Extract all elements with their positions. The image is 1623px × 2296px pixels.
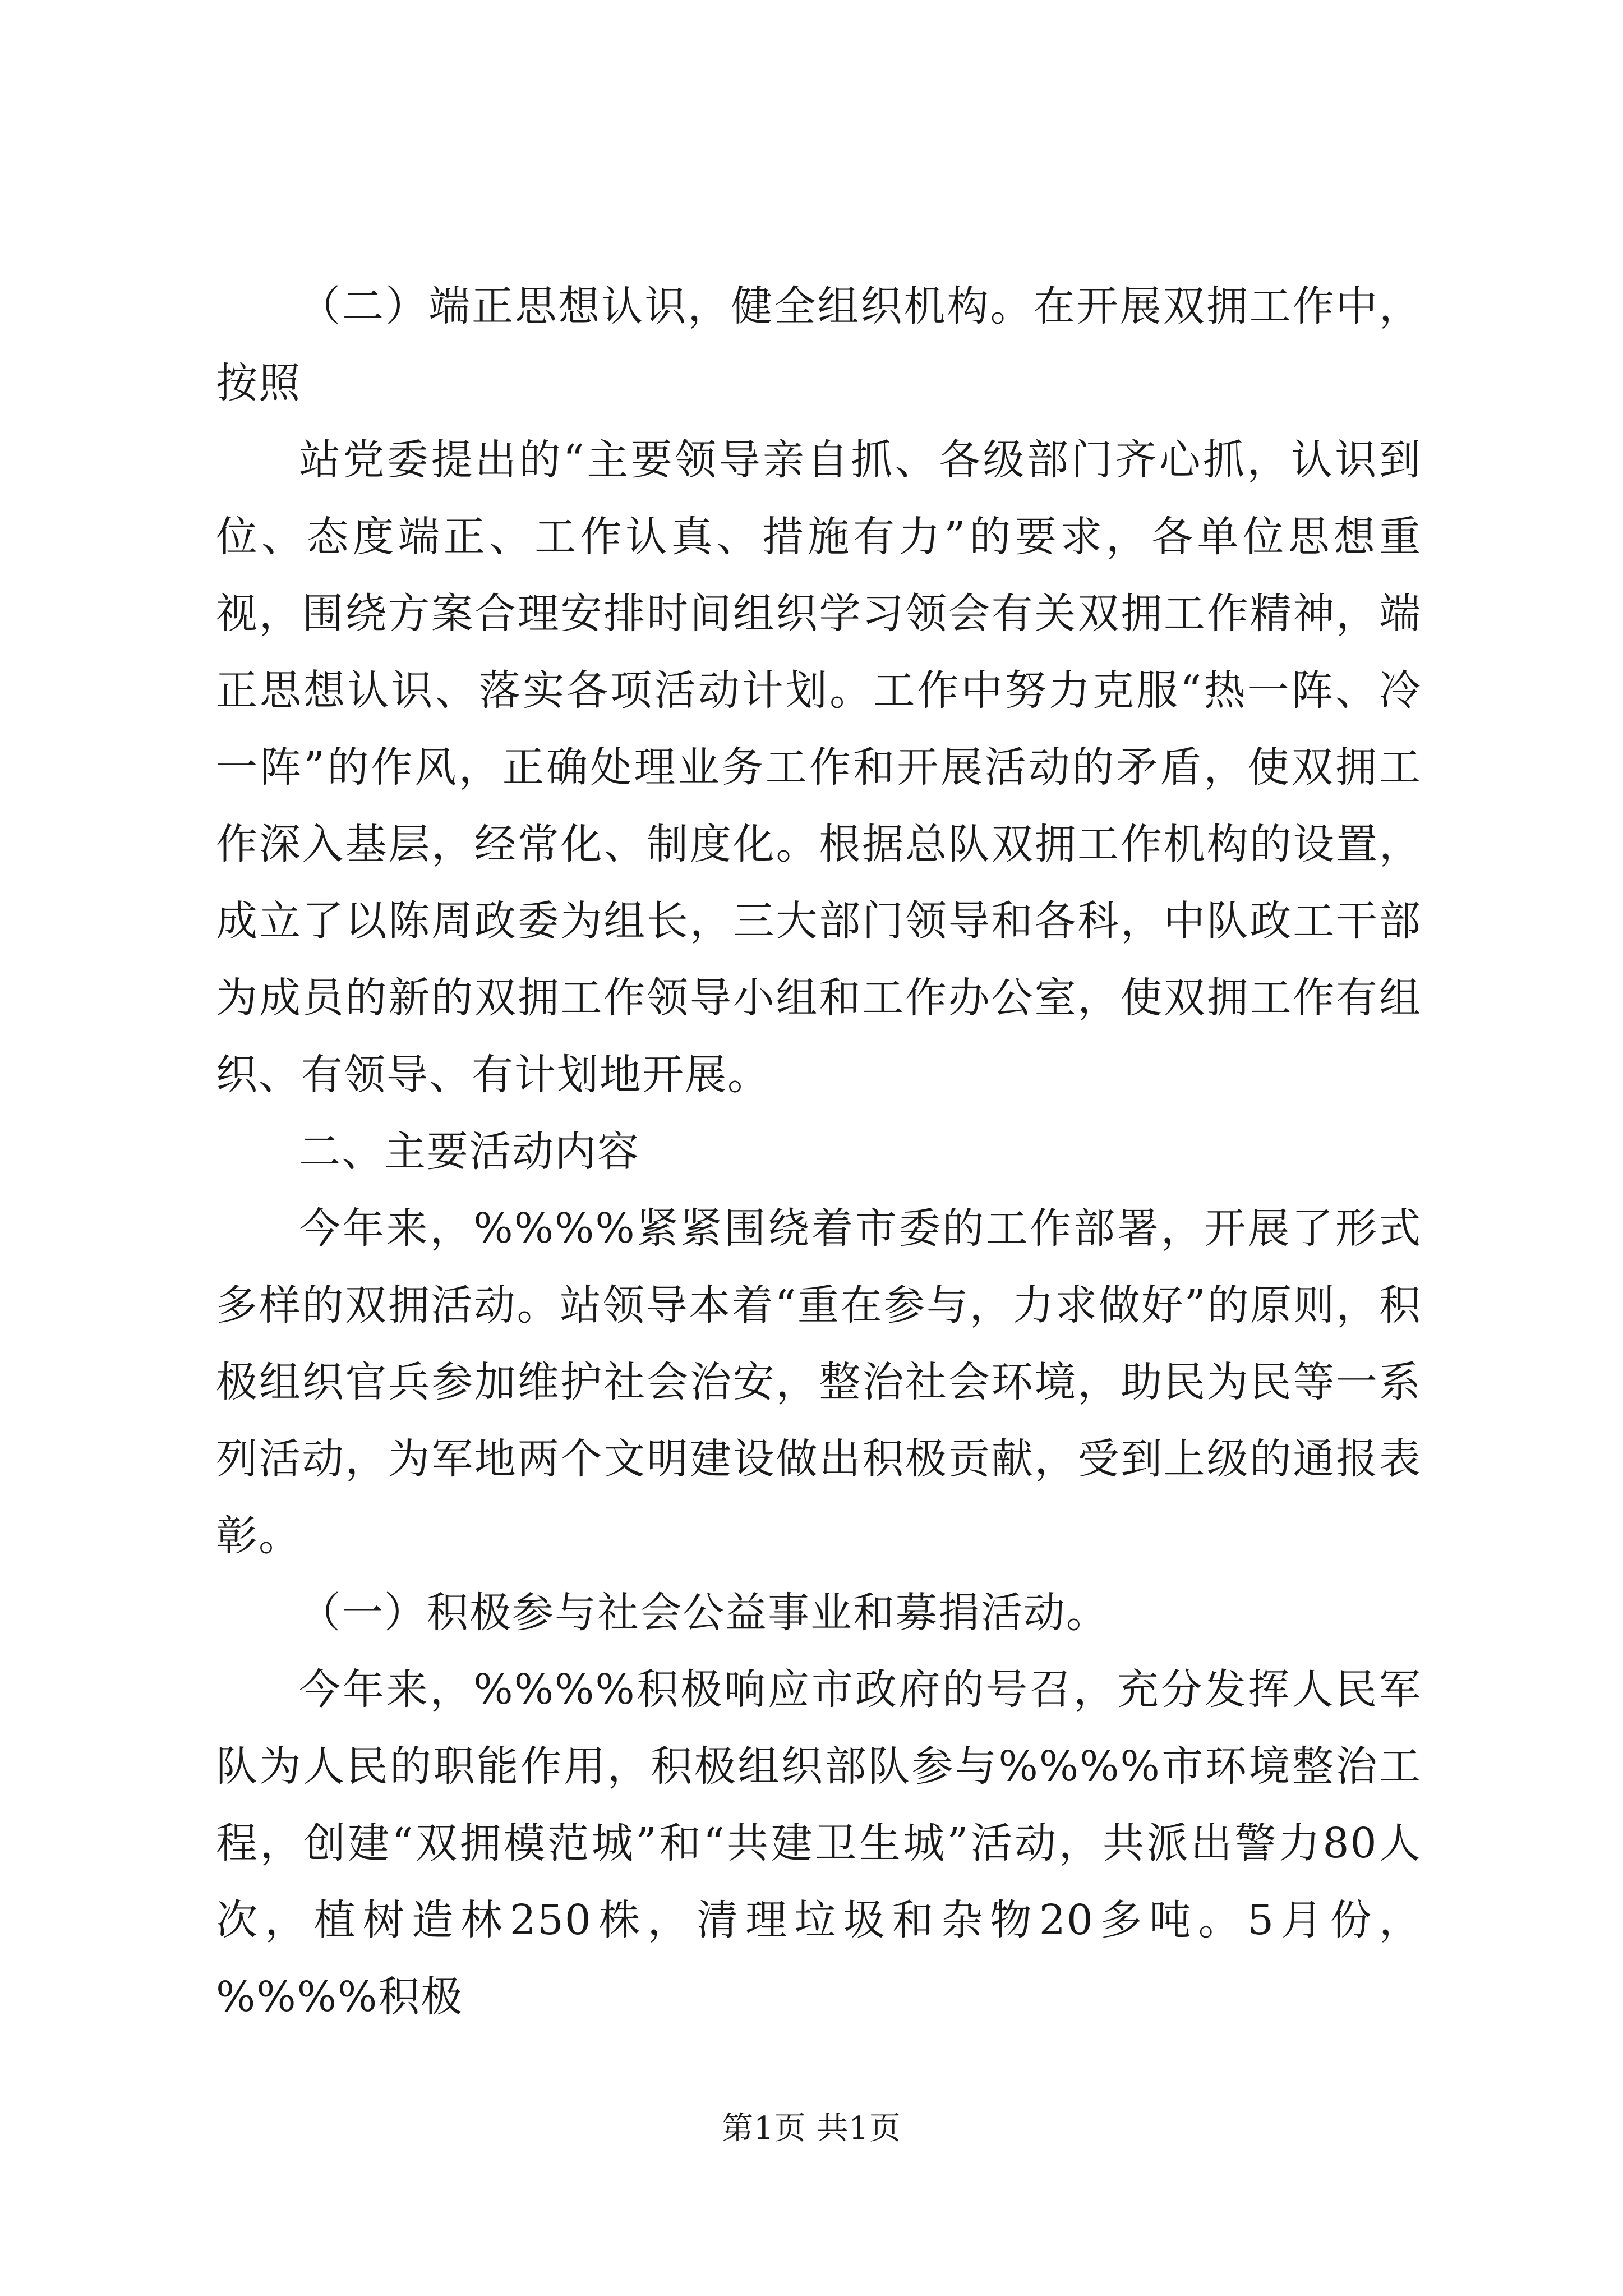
body-paragraph: 站党委提出的“主要领导亲自抓、各级部门齐心抓，认识到位、态度端正、工作认真、措施有力”的要求，各单位思想重视，围绕方案合理安排时间组织学习领会有关双拥工作精神，端正思想认识、落实各项活动计划。工作中努力克服“热一阵、冷一阵”的作风，正确处理业务工作和开展活动的矛盾，使双拥工作深入基层，经常化、制度化。根据总队双拥工作机构的设置，成立了以陈周政委为组长，三大部门领导和各科，中队政工干部为成员的新的双拥工作领导小组和工作办公室，使双拥工作有组织、有领导、有计划地开展。 — [216, 436, 1422, 1099]
section-heading: 二、主要活动内容 — [299, 1128, 640, 1176]
document-body — [216, 268, 1422, 2036]
section-heading-paragraph: （二）端正思想认识，健全组织机构。在开展双拥工作中，按照 — [216, 282, 1422, 407]
body-paragraph: 今年来，%%%%积极响应市政府的号召，充分发挥人民军队为人民的职能作用，积极组织部队参与%%%%市环境整治工程，创建“双拥模范城”和“共建卫生城”活动，共派出警力80人次，植树造林250株，清理垃圾和杂物20多吨。5月份，%%%%积极 — [216, 1665, 1422, 2021]
page-footer: 第1页 共1页 — [721, 2110, 902, 2147]
subsection-heading: （一）积极参与社会公益事业和募捐活动。 — [299, 1589, 1109, 1637]
body-paragraph: 今年来，%%%%紧紧围绕着市委的工作部署，开展了形式多样的双拥活动。站领导本着“重在参与，力求做好”的原则，积极组织官兵参加维护社会治安，整治社会环境，助民为民等一系列活动，为军地两个文明建设做出积极贡献，受到上级的通报表彰。 — [216, 1204, 1422, 1560]
